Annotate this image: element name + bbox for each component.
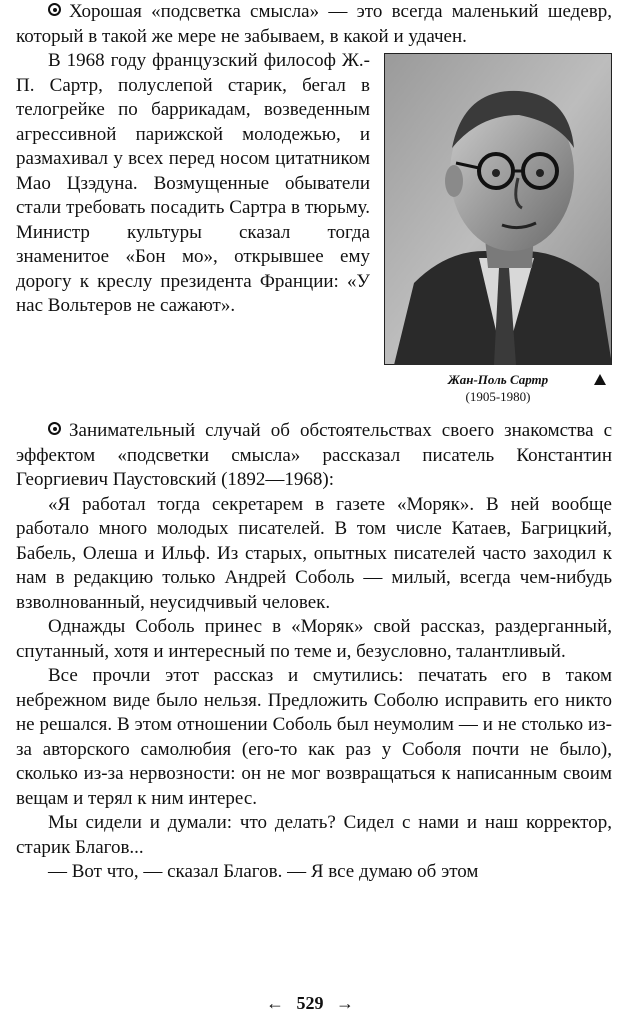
bullet-icon: [48, 3, 61, 16]
paragraph-5: Однажды Соболь принес в «Моряк» свой рассказ, раздерганный, спутанный, хотя и интересный по теме и, безусловно, талантливый.: [16, 616, 612, 662]
paragraph-3: Занимательный случай об обстоятельствах своего знакомства с эффектом «подсветки смысла» рассказал писатель Константин Георгиевич Паустовский (1892—1968):: [16, 420, 612, 490]
figure-caption-years: (1905-1980): [465, 389, 531, 404]
paragraph-6: Все прочли этот рассказ и смутились: печатать его в таком небрежном виде было нельзя. Предложить Соболю исправить его никто не решался. В этом отношении Соболь был неумолим — и не столько из-за авторского самолюбия (его-то как раз у Соболя почти не было), сколько из-за нервозности: он не мог возвращаться к написанным своим вещам и терял к ним интерес.: [16, 665, 612, 809]
page-body: [16, 0, 612, 885]
paragraph-7: Мы сидели и думали: что делать? Сидел с нами и наш корректор, старик Благов...: [16, 812, 612, 858]
left-arrow-icon: ←: [266, 993, 284, 1013]
triangle-marker-icon: [594, 374, 606, 385]
paragraph-2: В 1968 году французский философ Ж.-П. Сартр, полуслепой старик, бегал в телогрейке по баррикадам, возведенным агрессивной парижской молодежью, и размахивал у всех перед носом цитатником Мао Цзэдуна. Возмущенные обыватели стали требовать посадить Сартра в тюрьму. Министр культуры сказал тогда знаменитое «Бон мо», открывшее ему дорогу к креслу президента Франции: «У нас Вольтеров не сажают».: [16, 50, 370, 316]
right-arrow-icon: →: [336, 993, 354, 1013]
paragraph-1: Хорошая «подсветка смысла» — это всегда маленький шедевр, который в такой же мере не забываем, в какой и удачен.: [16, 1, 612, 47]
paragraph-4: «Я работал тогда секретарем в газете «Моряк». В ней вообще работало много молодых писателей. В том числе Катаев, Багрицкий, Бабель, Олеша и Ильф. Из старых, опытных писателей часто заходил к нам в редакцию только Андрей Соболь — милый, всегда чем-нибудь взволнованный, неусидчивый человек.: [16, 493, 612, 613]
page-number: ← 529 →: [266, 993, 354, 1013]
bullet-icon: [48, 422, 61, 435]
paragraph-8: — Вот что, — сказал Благов. — Я все думаю об этом: [48, 861, 479, 882]
figure-sartre: [384, 53, 612, 405]
sartre-portrait: [384, 53, 612, 365]
figure-caption-name: Жан-Поль Сартр: [384, 371, 612, 389]
